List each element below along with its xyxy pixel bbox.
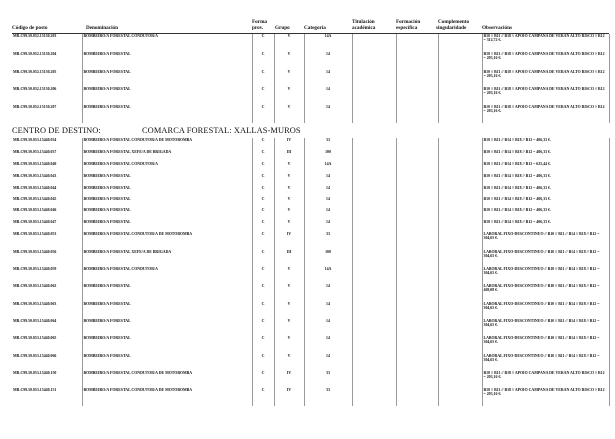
cell-titulacion xyxy=(352,284,396,302)
table-row xyxy=(12,208,609,220)
cell-formacion xyxy=(396,87,438,105)
header-titulacion-line2: académica xyxy=(352,25,376,32)
cell-forma-prov: C xyxy=(252,197,274,208)
cell-categoria: 33 xyxy=(304,371,352,388)
cell-formacion xyxy=(396,138,438,150)
cell-categoria: 14 xyxy=(304,105,352,123)
cell-complemento xyxy=(438,186,482,197)
cell-complemento xyxy=(438,208,482,220)
cell-observacions: B10 // B11 // B14 // B18 // B12 = 406,33 €. xyxy=(482,220,609,232)
destination-heading xyxy=(12,126,609,136)
cell-observacions: LABORAL FIXO-DESCONTINUO // B10 // B11 // B14 // B18 // B12 = 304,65 €. xyxy=(482,336,609,354)
cell-formacion xyxy=(396,150,438,162)
cell-code: MR.C99.50.053.15440.065 xyxy=(12,336,82,354)
cell-grupo: V xyxy=(274,174,304,186)
cell-denominacion: BOMBEIRO/A FORESTAL xyxy=(82,174,252,186)
table-row xyxy=(12,284,609,302)
cell-titulacion xyxy=(352,150,396,162)
cell-forma-prov: C xyxy=(252,162,274,174)
table-row xyxy=(12,354,609,371)
cell-complemento xyxy=(438,105,482,123)
cell-categoria: 14 xyxy=(304,70,352,87)
cell-grupo: III xyxy=(274,250,304,267)
cell-grupo: III xyxy=(274,150,304,162)
cell-denominacion: BOMBEIRO/A FORESTAL xyxy=(82,186,252,197)
table-row xyxy=(12,186,609,197)
cell-denominacion: BOMBEIRO/A FORESTAL CONDUTOR/A DE MOTOBOMBA xyxy=(82,388,252,406)
cell-forma-prov: C xyxy=(252,336,274,354)
cell-observacions: B10 // B11 // B18 // APOIO CAMPAÑA DE VERÁN ALTO RISCO // B12 = 312,72 €. xyxy=(482,34,609,52)
table-row xyxy=(12,174,609,186)
cell-titulacion xyxy=(352,52,396,70)
cell-categoria: 100 xyxy=(304,250,352,267)
cell-code: MR.C99.50.053.15440.053 xyxy=(12,232,82,250)
positions-table-top xyxy=(12,34,610,123)
table-row xyxy=(12,34,609,52)
cell-denominacion: BOMBEIRO/A FORESTAL xyxy=(82,70,252,87)
table-row xyxy=(12,138,609,150)
cell-grupo: V xyxy=(274,105,304,123)
cell-observacions: B10 // B11 // B18 // APOIO CAMPAÑA DE VERÁN ALTO RISCO // B12 = 203,16 €. xyxy=(482,371,609,388)
cell-titulacion xyxy=(352,250,396,267)
cell-code: MR.C99.50.052.15130.204 xyxy=(12,52,82,70)
cell-formacion xyxy=(396,174,438,186)
cell-grupo: V xyxy=(274,70,304,87)
cell-formacion xyxy=(396,52,438,70)
cell-complemento xyxy=(438,70,482,87)
cell-formacion xyxy=(396,105,438,123)
cell-titulacion xyxy=(352,186,396,197)
cell-titulacion xyxy=(352,162,396,174)
cell-denominacion: BOMBEIRO/A FORESTAL xyxy=(82,52,252,70)
cell-grupo: IV xyxy=(274,371,304,388)
cell-categoria: 14 xyxy=(304,197,352,208)
cell-denominacion: BOMBEIRO/A FORESTAL xyxy=(82,302,252,319)
cell-denominacion: BOMBEIRO/A FORESTAL xyxy=(82,319,252,336)
cell-complemento xyxy=(438,336,482,354)
cell-complemento xyxy=(438,388,482,406)
destination-value: COMARCA FORESTAL: XALLAS-MUROS xyxy=(142,126,301,135)
cell-complemento xyxy=(438,162,482,174)
cell-denominacion: BOMBEIRO/A FORESTAL CONDUTOR/A xyxy=(82,34,252,52)
cell-observacions: B10 // B11 // B18 // APOIO CAMPAÑA DE VERÁN ALTO RISCO // B12 = 203,16 €. xyxy=(482,87,609,105)
cell-observacions: LABORAL FIXO-DESCONTINUO // B10 // B11 // B14 // B18 // B12 = 304,65 €. xyxy=(482,354,609,371)
header-complemento-line2: singularidade xyxy=(436,25,467,32)
cell-categoria: 100 xyxy=(304,150,352,162)
table-row xyxy=(12,388,609,406)
cell-complemento xyxy=(438,34,482,52)
cell-forma-prov: C xyxy=(252,34,274,52)
cell-titulacion xyxy=(352,319,396,336)
header-formacion-line2: específica xyxy=(396,25,418,32)
cell-titulacion xyxy=(352,302,396,319)
header-categoria: Categoría xyxy=(304,25,326,32)
cell-forma-prov: C xyxy=(252,186,274,197)
cell-categoria: 14 xyxy=(304,87,352,105)
cell-complemento xyxy=(438,319,482,336)
cell-denominacion: BOMBEIRO/A FORESTAL CONDUTOR/A DE MOTOBOMBA xyxy=(82,371,252,388)
cell-forma-prov: C xyxy=(252,150,274,162)
cell-forma-prov: C xyxy=(252,232,274,250)
cell-forma-prov: C xyxy=(252,267,274,284)
cell-complemento xyxy=(438,174,482,186)
cell-categoria: 14 xyxy=(304,208,352,220)
cell-categoria: 14 xyxy=(304,186,352,197)
header-forma-line2: prov. xyxy=(252,25,264,32)
cell-titulacion xyxy=(352,336,396,354)
cell-grupo: V xyxy=(274,34,304,52)
cell-categoria: 14 xyxy=(304,284,352,302)
cell-forma-prov: C xyxy=(252,250,274,267)
cell-complemento xyxy=(438,250,482,267)
cell-formacion xyxy=(396,208,438,220)
cell-formacion xyxy=(396,220,438,232)
cell-code: MR.C99.50.053.15440.062 xyxy=(12,284,82,302)
cell-complemento xyxy=(438,371,482,388)
header-forma-line1: Forma xyxy=(252,19,267,26)
header-observacions: Observacións xyxy=(482,25,512,32)
header-codigo: Código de posto xyxy=(12,25,48,32)
cell-code: MR.C99.50.053.15440.064 xyxy=(12,319,82,336)
cell-titulacion xyxy=(352,70,396,87)
cell-categoria: 14A xyxy=(304,267,352,284)
table-row xyxy=(12,319,609,336)
cell-grupo: V xyxy=(274,302,304,319)
table-row xyxy=(12,336,609,354)
cell-denominacion: BOMBEIRO/A FORESTAL xyxy=(82,87,252,105)
cell-formacion xyxy=(396,336,438,354)
cell-denominacion: BOMBEIRO/A FORESTAL CONDUTOR/A DE MOTOBOMBA xyxy=(82,138,252,150)
cell-observacions: B10 // B11 // B18 // APOIO CAMPAÑA DE VERÁN ALTO RISCO // B12 = 203,16 €. xyxy=(482,388,609,406)
cell-titulacion xyxy=(352,174,396,186)
cell-observacions: B10 // B11 // B14 // B18 // B12 = 406,33 €. xyxy=(482,138,609,150)
cell-categoria: 14 xyxy=(304,319,352,336)
cell-categoria: 14A xyxy=(304,34,352,52)
cell-categoria: 14 xyxy=(304,336,352,354)
cell-forma-prov: C xyxy=(252,354,274,371)
cell-complemento xyxy=(438,197,482,208)
cell-formacion xyxy=(396,232,438,250)
cell-observacions: B10 // B11 // B14 // B18 // B12 = 625,44 €. xyxy=(482,162,609,174)
table-row xyxy=(12,87,609,105)
cell-formacion xyxy=(396,302,438,319)
cell-forma-prov: C xyxy=(252,388,274,406)
cell-complemento xyxy=(438,267,482,284)
cell-denominacion: BOMBEIRO/A FORESTAL xyxy=(82,105,252,123)
cell-observacions: LABORAL FIXO-DESCONTINUO // B10 // B11 // B14 // B18 // B12 = 304,65 €. xyxy=(482,267,609,284)
cell-forma-prov: C xyxy=(252,87,274,105)
cell-categoria: 33 xyxy=(304,388,352,406)
cell-grupo: V xyxy=(274,284,304,302)
cell-denominacion: BOMBEIRO/A FORESTAL xyxy=(82,220,252,232)
header-complemento-line1: Complemento xyxy=(438,19,470,26)
cell-titulacion xyxy=(352,208,396,220)
cell-titulacion xyxy=(352,354,396,371)
cell-formacion xyxy=(396,267,438,284)
cell-complemento xyxy=(438,138,482,150)
cell-code: MR.C99.50.053.15440.056 xyxy=(12,250,82,267)
cell-observacions: LABORAL FIXO-DESCONTINUO // B10 // B11 // B14 // B18 // B12 = 304,65 €. xyxy=(482,232,609,250)
cell-code: MR.C99.50.053.15440.150 xyxy=(12,371,82,388)
cell-observacions: B10 // B11 // B18 // APOIO CAMPAÑA DE VERÁN ALTO RISCO // B12 = 203,16 €. xyxy=(482,52,609,70)
cell-titulacion xyxy=(352,388,396,406)
cell-denominacion: BOMBEIRO/A FORESTAL xyxy=(82,354,252,371)
cell-denominacion: BOMBEIRO/A FORESTAL CONDUTOR/A xyxy=(82,267,252,284)
header-denominacion: Denominación xyxy=(86,25,118,32)
cell-titulacion xyxy=(352,34,396,52)
cell-complemento xyxy=(438,284,482,302)
cell-categoria: 14 xyxy=(304,220,352,232)
table-row xyxy=(12,302,609,319)
cell-complemento xyxy=(438,354,482,371)
cell-code: MR.C99.50.053.15440.046 xyxy=(12,208,82,220)
cell-categoria: 14 xyxy=(304,354,352,371)
header-grupo: Grupo xyxy=(275,25,290,32)
cell-code: MR.C99.50.052.15130.203 xyxy=(12,34,82,52)
table-row xyxy=(12,105,609,123)
cell-forma-prov: C xyxy=(252,70,274,87)
cell-observacions: LABORAL FIXO-DESCONTINUO // B10 // B11 // B14 // B18 // B12 = 304,65 €. xyxy=(482,250,609,267)
cell-forma-prov: C xyxy=(252,105,274,123)
cell-forma-prov: C xyxy=(252,220,274,232)
cell-forma-prov: C xyxy=(252,302,274,319)
cell-code: MR.C99.50.053.15440.151 xyxy=(12,388,82,406)
cell-forma-prov: C xyxy=(252,52,274,70)
cell-categoria: 33 xyxy=(304,232,352,250)
cell-categoria: 14 xyxy=(304,52,352,70)
cell-complemento xyxy=(438,150,482,162)
cell-code: MR.C99.50.053.15440.066 xyxy=(12,354,82,371)
cell-formacion xyxy=(396,250,438,267)
cell-formacion xyxy=(396,284,438,302)
cell-observacions: B10 // B11 // B14 // B18 // B12 = 406,33 €. xyxy=(482,208,609,220)
cell-formacion xyxy=(396,319,438,336)
cell-grupo: V xyxy=(274,186,304,197)
cell-observacions: B10 // B11 // B18 // APOIO CAMPAÑA DE VERÁN ALTO RISCO // B12 = 203,16 €. xyxy=(482,70,609,87)
cell-formacion xyxy=(396,354,438,371)
cell-grupo: V xyxy=(274,336,304,354)
cell-grupo: IV xyxy=(274,138,304,150)
header-formacion-line1: Formación xyxy=(396,19,421,26)
destination-label: CENTRO DE DESTINO: xyxy=(12,126,101,135)
cell-code: MR.C99.50.053.15440.034 xyxy=(12,138,82,150)
cell-formacion xyxy=(396,388,438,406)
cell-code: MR.C99.50.053.15440.044 xyxy=(12,186,82,197)
cell-forma-prov: C xyxy=(252,138,274,150)
table-row xyxy=(12,232,609,250)
cell-categoria: 14 xyxy=(304,302,352,319)
cell-titulacion xyxy=(352,87,396,105)
cell-observacions: B10 // B11 // B14 // B18 // B12 = 406,33 €. xyxy=(482,174,609,186)
cell-forma-prov: C xyxy=(252,319,274,336)
cell-grupo: V xyxy=(274,319,304,336)
cell-denominacion: BOMBEIRO/A FORESTAL XEFE/A DE BRIGADA xyxy=(82,250,252,267)
cell-denominacion: BOMBEIRO/A FORESTAL xyxy=(82,197,252,208)
cell-observacions: LABORAL FIXO-DESCONTINUO // B10 // B11 // B14 // B18 // B12 = 469,08 €. xyxy=(482,284,609,302)
cell-code: MR.C99.50.053.15440.043 xyxy=(12,174,82,186)
cell-forma-prov: C xyxy=(252,371,274,388)
table-row xyxy=(12,52,609,70)
table-row xyxy=(12,220,609,232)
cell-code: MR.C99.50.053.15440.045 xyxy=(12,197,82,208)
table-row xyxy=(12,371,609,388)
cell-formacion xyxy=(396,70,438,87)
cell-grupo: IV xyxy=(274,388,304,406)
cell-complemento xyxy=(438,52,482,70)
cell-forma-prov: C xyxy=(252,284,274,302)
cell-categoria: 33 xyxy=(304,138,352,150)
cell-formacion xyxy=(396,197,438,208)
cell-titulacion xyxy=(352,138,396,150)
cell-code: MR.C99.50.052.15130.206 xyxy=(12,87,82,105)
cell-titulacion xyxy=(352,371,396,388)
header-titulacion-line1: Titulación xyxy=(352,19,375,26)
cell-observacions: LABORAL FIXO-DESCONTINUO // B10 // B11 // B14 // B18 // B12 = 304,65 €. xyxy=(482,319,609,336)
table-row xyxy=(12,150,609,162)
cell-grupo: V xyxy=(274,162,304,174)
cell-observacions: B10 // B11 // B14 // B18 // B12 = 406,33 €. xyxy=(482,197,609,208)
cell-forma-prov: C xyxy=(252,174,274,186)
cell-categoria: 14 xyxy=(304,174,352,186)
cell-code: MR.C99.50.053.15440.040 xyxy=(12,162,82,174)
cell-grupo: V xyxy=(274,354,304,371)
positions-table-bottom xyxy=(12,138,610,406)
cell-grupo: V xyxy=(274,267,304,284)
cell-code: MR.C99.50.053.15440.059 xyxy=(12,267,82,284)
cell-categoria: 14A xyxy=(304,162,352,174)
cell-grupo: V xyxy=(274,87,304,105)
cell-grupo: V xyxy=(274,208,304,220)
cell-titulacion xyxy=(352,220,396,232)
cell-complemento xyxy=(438,87,482,105)
cell-formacion xyxy=(396,34,438,52)
cell-forma-prov: C xyxy=(252,208,274,220)
table-header xyxy=(0,14,615,32)
table-row xyxy=(12,197,609,208)
cell-complemento xyxy=(438,220,482,232)
cell-code: MR.C99.50.053.15440.047 xyxy=(12,220,82,232)
table-row xyxy=(12,70,609,87)
cell-titulacion xyxy=(352,232,396,250)
cell-observacions: B10 // B11 // B14 // B18 // B12 = 406,33 €. xyxy=(482,186,609,197)
cell-titulacion xyxy=(352,197,396,208)
cell-formacion xyxy=(396,162,438,174)
cell-observacions: B10 // B11 // B18 // APOIO CAMPAÑA DE VERÁN ALTO RISCO // B12 = 203,16 €. xyxy=(482,105,609,123)
cell-code: MR.C99.50.053.15440.037 xyxy=(12,150,82,162)
cell-grupo: V xyxy=(274,52,304,70)
cell-observacions: B10 // B11 // B14 // B18 // B12 = 406,33 €. xyxy=(482,150,609,162)
cell-complemento xyxy=(438,232,482,250)
cell-grupo: V xyxy=(274,197,304,208)
cell-observacions: LABORAL FIXO-DESCONTINUO // B10 // B11 // B14 // B18 // B12 = 304,65 €. xyxy=(482,302,609,319)
cell-denominacion: BOMBEIRO/A FORESTAL xyxy=(82,284,252,302)
cell-formacion xyxy=(396,186,438,197)
cell-titulacion xyxy=(352,105,396,123)
cell-denominacion: BOMBEIRO/A FORESTAL xyxy=(82,208,252,220)
cell-grupo: V xyxy=(274,220,304,232)
cell-grupo: IV xyxy=(274,232,304,250)
cell-code: MR.C99.50.052.15130.207 xyxy=(12,105,82,123)
cell-code: MR.C99.50.053.15440.063 xyxy=(12,302,82,319)
cell-code: MR.C99.50.052.15130.205 xyxy=(12,70,82,87)
table-row xyxy=(12,267,609,284)
table-row xyxy=(12,162,609,174)
cell-complemento xyxy=(438,302,482,319)
cell-denominacion: BOMBEIRO/A FORESTAL xyxy=(82,336,252,354)
cell-denominacion: BOMBEIRO/A FORESTAL CONDUTOR/A DE MOTOBOMBA xyxy=(82,232,252,250)
cell-formacion xyxy=(396,371,438,388)
cell-titulacion xyxy=(352,267,396,284)
cell-denominacion: BOMBEIRO/A FORESTAL CONDUTOR/A xyxy=(82,162,252,174)
table-row xyxy=(12,250,609,267)
cell-denominacion: BOMBEIRO/A FORESTAL XEFE/A DE BRIGADA xyxy=(82,150,252,162)
